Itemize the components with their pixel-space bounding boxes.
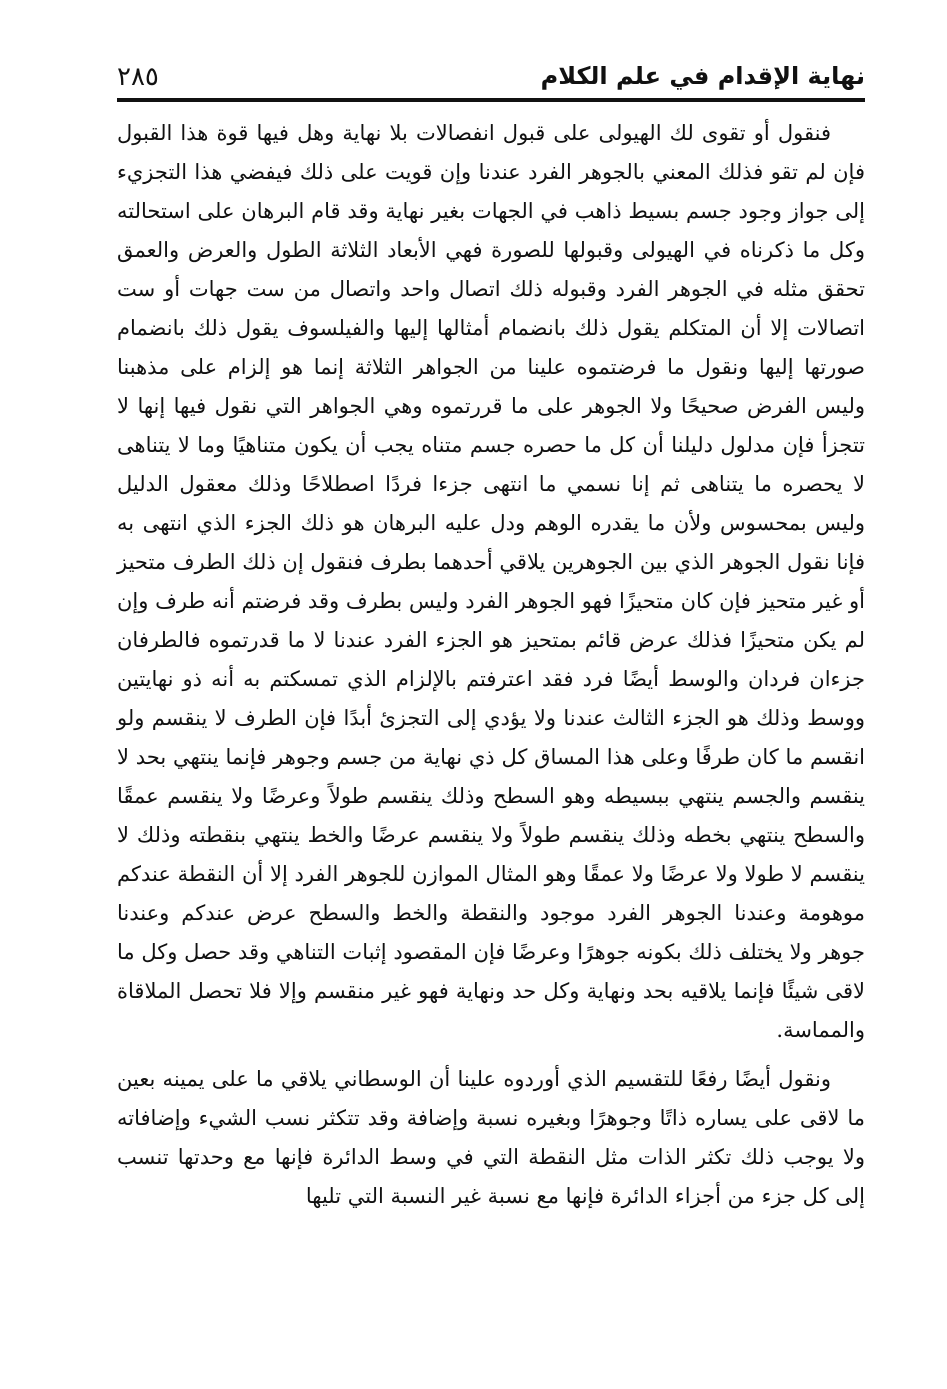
paragraph: ونقول أيضًا رفعًا للتقسيم الذي أوردوه علينا أن الوسطاني يلاقي ما على يمينه بعين ما لاقى على يساره ذاتًا وجوهرًا وبغيره نسبة وإضافة وقد تتكثر نسب الشيء وإضافاته ولا يوجب ذلك تكثر الذات مثل النقطة التي في وسط الدائرة فإنها مع وحدتها تنسب إلى كل جزء من أجزاء الدائرة فإنها مع نسبة غير النسبة التي تليها [117, 1067, 865, 1208]
paragraph: فنقول أو تقوى لك الهيولى على قبول انفصالات بلا نهاية وهل فيها قوة هذا القبول فإن لم تقو فذلك المعني بالجوهر الفرد عندنا وإن قويت على ذلك فيفضي هذا التجزيء إلى جواز وجود جسم بسيط ذاهب في الجهات بغير نهاية وقد قام البرهان على استحالته وكل ما ذكرناه في الهيولى وقبولها للصورة فهي الأبعاد الثلاثة الطول والعرض والعمق تحقق مثله في الجوهر الفرد وقبوله ذلك اتصال واحد واتصال من ست جهات أو ست اتصالات إلا أن المتكلم يقول ذلك بانضمام أمثالها إليها والفيلسوف يقول ذلك بانضمام صورتها إليها ونقول ما فرضتموه علينا من الجواهر الثلاثة إنما هو إلزام على مذهبنا وليس الفرض صحيحًا ولا الجوهر على ما قررتموه وهي الجواهر التي نقول فيها إنها لا تتجزأ فإن مدلول دليلنا أن كل ما حصره جسم متناه يجب أن يكون متناهيًا وما لا يتناهى لا يحصره ما يتناهى ثم إنا نسمي ما انتهى جزءا فردًا اصطلاحًا وذلك معقول الدليل وليس بمحسوس ولأن ما يقدره الوهم ودل عليه البرهان هو ذلك الجزء الذي انتهى به فإنا نقول الجوهر الذي بين الجوهرين يلاقي أحدهما بطرف فنقول إن ذلك الطرف متحيز أو غير متحيز فإن كان متحيزًا فهو الجوهر الفرد وليس بطرف وقد فرضتم أنه طرف وإن لم يكن متحيزًا فذلك عرض قائم بمتحيز هو الجزء الفرد عندنا لا ما قدرتموه فالطرفان جزءان فردان والوسط أيضًا فرد فقد اعترفتم بالإلزام الذي تمسكتم به أنه ذو نهايتين ووسط وذلك هو الجزء الثالث عندنا ولا يؤدي إلى التجزئ أبدًا فإن الطرف لا ينقسم ولو انقسم ما كان طرفًا وعلى هذا المساق كل ذي نهاية من جسم وجوهر فإنما ينتهي بحد لا ينقسم والجسم ينتهي ببسيطه وهو السطح وذلك ينقسم طولاً وعرضًا ولا ينقسم عمقًا والسطح ينتهي بخطه وذلك ينقسم طولاً ولا ينقسم عرضًا والخط ينتهي بنقطته وذلك لا ينقسم لا طولا ولا عرضًا ولا عمقًا وهو المثال الموازن للجوهر الفرد إلا أن النقطة عندكم موهومة وعندنا الجوهر الفرد موجود والنقطة والخط والسطح عرض عندكم وعندنا جوهر ولا يختلف ذلك بكونه جوهرًا وعرضًا فإن المقصود إثبات التناهي وقد حصل وكل ما لاقى شيئًا فإنما يلاقيه بحد ونهاية وكل حد ونهاية فهو غير منقسم وإلا فلا تحصل الملاقاة والمماسة. [117, 121, 866, 1042]
book-title: نهاية الإقدام في علم الكلام [540, 62, 865, 90]
header-rule [117, 98, 865, 102]
page-number: ٢٨٥ [117, 62, 159, 92]
running-header [117, 62, 865, 98]
main-text [117, 114, 865, 1216]
